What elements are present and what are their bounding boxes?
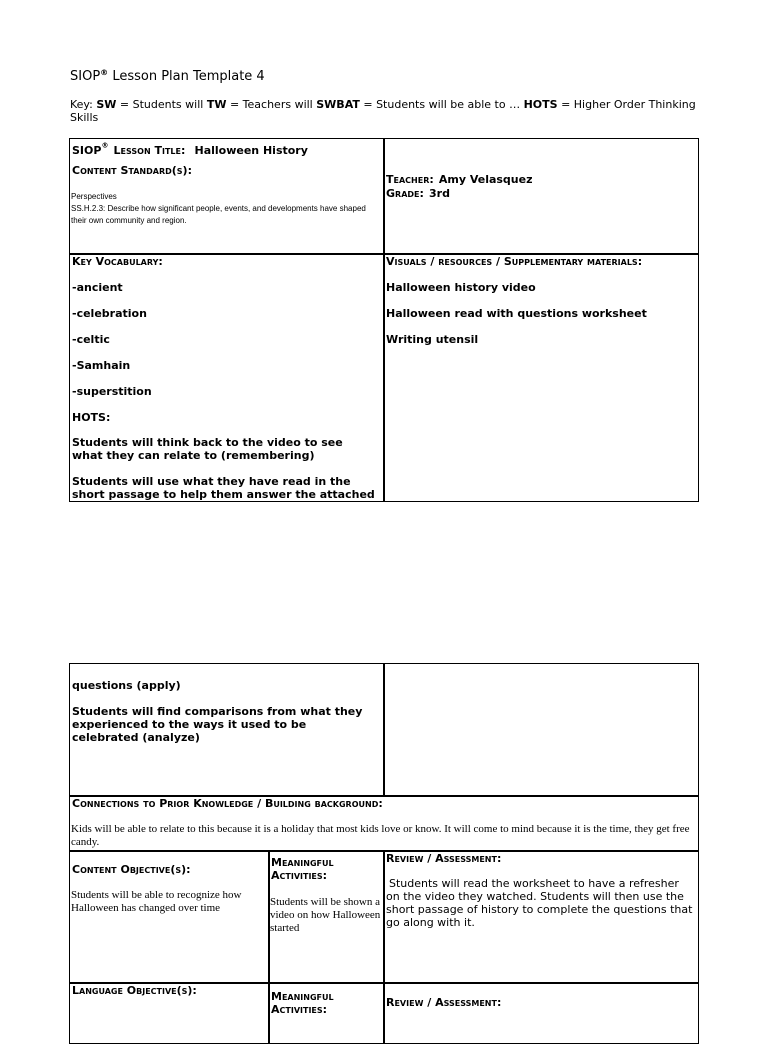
review-assessment-label: Review / Assessment: — [386, 852, 502, 865]
vocab-word: -ancient — [72, 281, 123, 294]
connections-cell — [69, 795, 699, 852]
review-assessment-cell-2 — [383, 982, 699, 1044]
hots-continued: questions (apply) — [72, 679, 181, 692]
empty-cell — [383, 663, 699, 797]
language-objective-label: Language Objective(s): — [72, 984, 197, 997]
standard-heading: Perspectives — [71, 192, 117, 201]
content-objective-cell — [69, 850, 270, 984]
materials-cell — [383, 253, 699, 502]
language-objective-cell — [69, 982, 270, 1044]
lesson-info-cell — [69, 138, 385, 255]
review-assessment-text: Students will read the worksheet to have a refresher on the video they watched. Students will then use the short passage of history to complete the questions that go along with it. — [386, 877, 693, 929]
standard-text: SS.H.2.3: Describe how significant people, events, and developments have shaped their own community and region. — [71, 204, 366, 225]
meaningful-activities-label: Meaningful Activities: — [271, 856, 334, 882]
content-objective-text: Students will be able to recognize how Halloween has changed over time — [71, 889, 242, 914]
content-standard-label: Content Standard(s): — [72, 164, 192, 177]
meaningful-activities-cell-2 — [268, 982, 385, 1044]
review-assessment-label-2: Review / Assessment: — [386, 996, 502, 1009]
material-item: Writing utensil — [386, 333, 479, 346]
material-item: Halloween history video — [386, 281, 536, 294]
hots-item-3: Students will find comparisons from what they experienced to the ways it used to be celebrated (analyze) — [72, 705, 363, 744]
vocab-word: -superstition — [72, 385, 152, 398]
hots-item-1: Students will think back to the video to see what they can relate to (remembering) — [72, 436, 343, 462]
hots-label: HOTS: — [72, 411, 111, 424]
vocabulary-list — [72, 281, 152, 437]
vocab-word: -celebration — [72, 307, 147, 320]
connections-label: Connections to Prior Knowledge / Building background: — [72, 797, 383, 810]
teacher-name: Amy Velasquez — [438, 173, 533, 186]
abbreviation-key: Key: SW = Students will TW = Teachers will SWBAT = Students will be able to … HOTS = Higher Order Thinking Skills — [70, 98, 696, 124]
meaningful-activities-cell — [268, 850, 385, 984]
teacher-line: Teacher: Amy Velasquez — [386, 173, 533, 186]
registered-mark: ® — [100, 68, 109, 77]
connections-text: Kids will be able to relate to this because it is a holiday that most kids love or know. It will come to mind because it is the time, they get free candy. — [71, 823, 690, 848]
vocab-word: -celtic — [72, 333, 110, 346]
grade-line: Grade: 3rd — [386, 187, 450, 200]
hots-continued-cell — [69, 663, 385, 797]
materials-label: Visuals / resources / Supplementary materials: — [386, 255, 643, 268]
lesson-title-line: SIOP® Lesson Title: Halloween History — [72, 141, 308, 157]
hots-item-2: Students will use what they have read in the short passage to help them answer the attached — [72, 475, 375, 501]
meaningful-activities-text: Students will be shown a video on how Halloween started — [270, 896, 381, 934]
vocab-word: -Samhain — [72, 359, 131, 372]
review-assessment-cell — [383, 850, 699, 984]
teacher-grade-cell — [383, 138, 699, 255]
page-title: SIOP® Lesson Plan Template 4 — [70, 68, 265, 84]
material-item: Halloween read with questions worksheet — [386, 307, 647, 320]
grade-value: 3rd — [428, 187, 450, 200]
vocabulary-cell — [69, 253, 385, 502]
content-objective-label: Content Objective(s): — [72, 863, 191, 876]
key-vocabulary-label: Key Vocabulary: — [72, 255, 163, 268]
lesson-title-value: Halloween History — [194, 144, 308, 157]
meaningful-activities-label-2: Meaningful Activities: — [271, 990, 334, 1016]
